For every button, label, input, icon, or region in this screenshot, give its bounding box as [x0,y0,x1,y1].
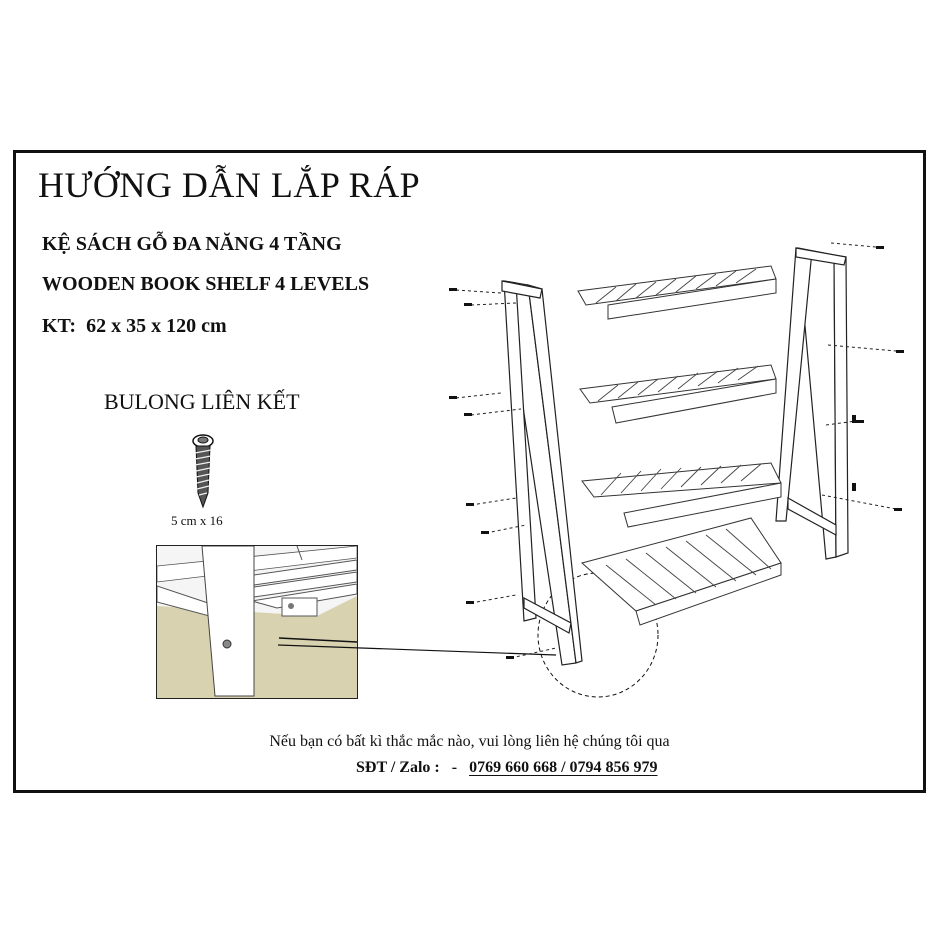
instruction-sheet [13,150,926,793]
size-label: KT: [42,315,77,337]
bolt-size: 5 cm x 16 [171,513,223,528]
product-name-en: WOODEN BOOK SHELF 4 LEVELS [42,273,370,295]
bolt-label: BULONG LIÊN KẾT [104,389,300,414]
phone-line [356,759,658,777]
size-value: 62 x 35 x 120 cm [86,315,227,337]
phone-label: SĐT / Zalo : [356,759,440,776]
shelf-exploded-diagram [16,153,923,790]
contact-message: Nếu bạn có bất kì thắc mắc nào, vui lòng liên hệ chúng tôi qua [269,733,670,750]
product-name-vi: KỆ SÁCH GỖ ĐA NĂNG 4 TẦNG [42,233,342,255]
page-title: HƯỚNG DẪN LẮP RÁP [38,165,421,205]
phone-dash: - [451,759,458,776]
phone-numbers[interactable]: 0769 660 668 / 0794 856 979 [469,759,658,776]
